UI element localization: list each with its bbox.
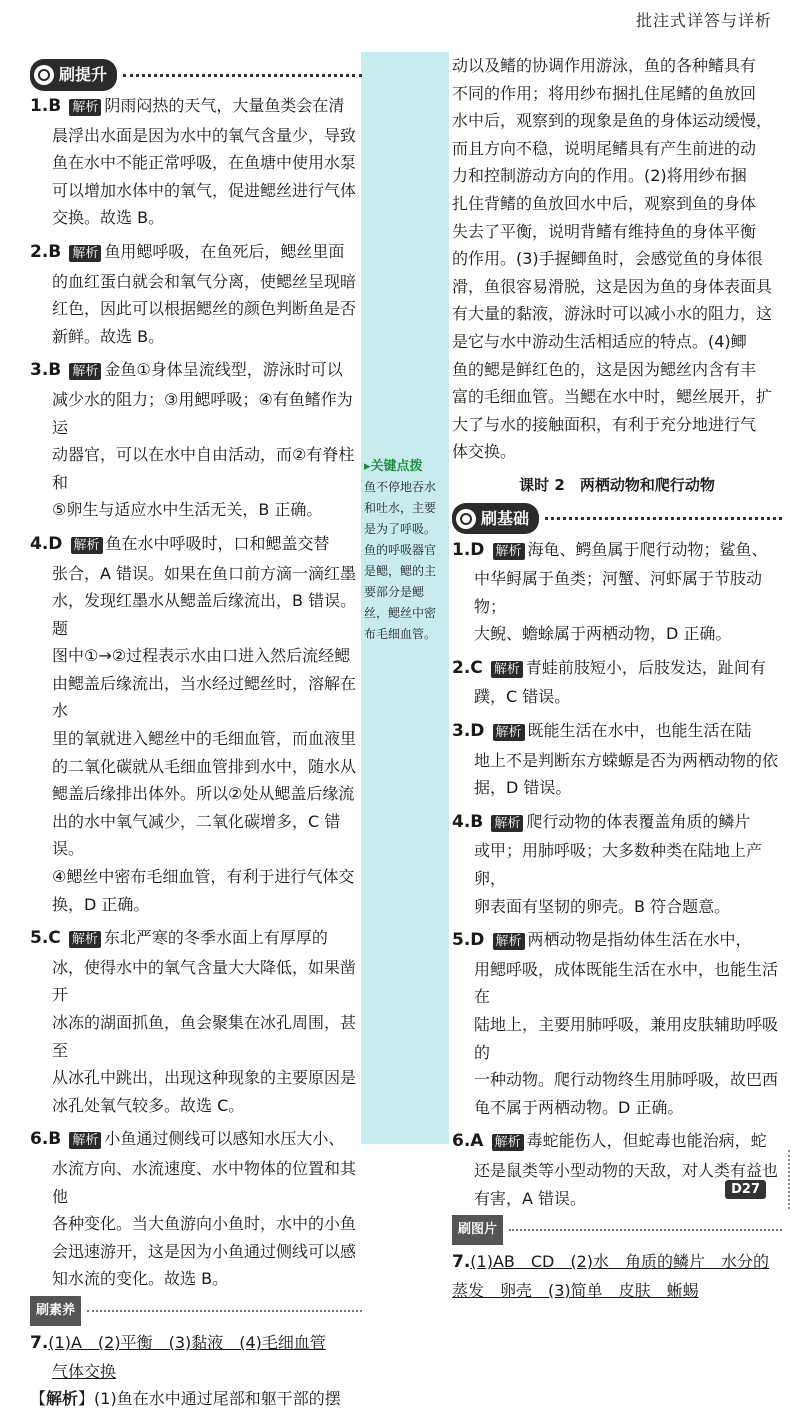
left-column	[30, 60, 362, 1419]
analysis-line: 会迅速游开，这是因为小鱼通过侧线可以感	[52, 1241, 357, 1261]
analysis-tag: 解析	[491, 661, 523, 678]
analysis-line: 由鳃盖后缘流出，当水经过鳃丝时，溶解在水	[52, 673, 357, 721]
analysis-line: 海龟、鳄鱼属于爬行动物；鲨鱼、	[527, 539, 768, 559]
note-head: ▸关键点拨	[364, 459, 423, 474]
question-item	[452, 654, 782, 711]
question-item	[452, 1127, 782, 1212]
question-number: 7.	[452, 1252, 471, 1273]
analysis-line: ⑤卵生与适应水中生活无关，B 正确。	[52, 500, 323, 520]
analysis-line: 红色，因此可以根据鳃丝的颜色判断鱼是否	[52, 299, 357, 319]
analysis-tag: 解析	[69, 931, 101, 948]
question-number: 3.	[452, 721, 471, 742]
analysis-line: 卵表面有坚韧的卵壳。B 符合题意。	[474, 896, 731, 916]
edge-dots	[788, 1150, 792, 1209]
answer-letter: B	[48, 1129, 62, 1150]
analysis-line: 张合，A 错误。如果在鱼口前方滴一滴红墨	[52, 563, 357, 583]
analysis-line: 富的毛细血管。当鳃在水中时，鳃丝展开，扩	[452, 387, 773, 407]
analysis-tag: 解析	[491, 815, 523, 832]
note-line: 鱼不停地吞水	[364, 480, 437, 494]
analysis-line: 蹼，C 错误。	[474, 687, 571, 707]
analysis-line: 体交换。	[452, 442, 517, 462]
lesson-title: 课时 2 两栖动物和爬行动物	[519, 475, 715, 494]
analysis-line: 里的氧就进入鳃丝中的毛细血管，而血液里	[52, 729, 357, 749]
analysis-line: 力和控制游动方向的作用。(2)将用纱布捆	[452, 166, 747, 186]
analysis-tag: 解析	[69, 99, 101, 116]
answer-letter: D	[470, 539, 485, 560]
analysis-line: 水流方向、水流速度、水中物体的位置和其他	[52, 1158, 357, 1206]
analysis-line: 冰孔处氧气较多。故选 C。	[52, 1095, 245, 1115]
analysis-line: 大鲵、蟾蜍属于两栖动物，D 正确。	[474, 624, 732, 644]
question-item	[30, 92, 362, 232]
analysis-line: 动器官，可以在水中自由活动，而②有脊柱和	[52, 445, 355, 492]
answer-letter: C	[470, 657, 483, 678]
analysis-line: 扎住背鳍的鱼放回水中后，观察到鱼的身体	[452, 193, 757, 213]
analysis-line: 阴雨闷热的天气，大量鱼类会在清	[104, 96, 345, 115]
analysis-line: 冰冻的湖面抓鱼，鱼会聚集在冰孔周围，甚至	[52, 1013, 357, 1060]
answer-line: 气体交换	[52, 1361, 117, 1381]
question-item	[452, 808, 782, 920]
analysis-tag: 解析	[69, 363, 101, 380]
note-line: 鱼的呼吸器官	[364, 543, 437, 557]
analysis-line: 龟不属于两栖动物。D 正确。	[474, 1097, 684, 1117]
analysis-line: 一种动物。爬行动物终生用肺呼吸，故巴西	[474, 1070, 779, 1090]
question-number: 1.	[452, 539, 471, 560]
question-item	[30, 530, 362, 918]
analysis-line: 而且方向不稳，说明尾鳍具有产生前进的动	[452, 138, 757, 158]
question-number: 5.	[452, 930, 471, 951]
analysis-line: 换，D 正确。	[52, 894, 150, 914]
question-item	[30, 1125, 362, 1293]
note-line: 布毛细血管。	[364, 627, 437, 641]
answer-line: (1)AB CD (2)水 角质的鳞片 水分的	[470, 1252, 770, 1272]
analysis-line: 或甲；用肺呼吸；大多数种类在陆地上产卵，	[474, 841, 763, 889]
analysis-line: 东北严寒的冬季水面上有厚厚的	[103, 928, 328, 948]
ball-icon	[456, 509, 476, 529]
analysis-line: ④鳃丝中密布毛细血管，有利于进行气体交	[52, 867, 355, 887]
analysis-line: 图中①→②过程表示水由口进入然后流经鳃	[52, 646, 351, 666]
analysis-line: 新鲜。故选 B。	[52, 326, 165, 346]
analysis-line: 小鱼通过侧线可以感知水压大小、	[104, 1129, 345, 1149]
dotted-divider	[123, 74, 362, 77]
analysis-line: 陆地上，主要用肺呼吸，兼用皮肤辅助呼吸的	[474, 1015, 779, 1062]
question-number: 5.	[30, 928, 49, 949]
dotted-divider	[87, 1310, 362, 1312]
analysis-tag: 解析	[493, 933, 525, 950]
analysis-line: 的血红蛋白就会和氧气分离，使鳃丝呈现暗	[52, 271, 357, 291]
analysis-line: 用鳃呼吸，成体既能生活在水中，也能生活在	[474, 959, 779, 1007]
question-item	[30, 356, 362, 524]
left-items	[30, 92, 362, 1293]
analysis-line: 既能生活在水中，也能生活在陆	[527, 721, 752, 741]
note-line: 是鳃，鳃的主	[364, 564, 437, 578]
note-line: 是为了呼吸。	[364, 522, 437, 536]
question-item	[452, 717, 782, 802]
analysis-line: 金鱼①身体呈流线型，游泳时可以	[104, 360, 343, 380]
answer-letter: B	[470, 811, 484, 832]
analysis-line: 鳃盖后缘排出体外。所以②处从鳃盖后缘流	[52, 784, 355, 804]
analysis-line: 各种变化。当大鱼游向小鱼时，水中的小鱼	[52, 1214, 357, 1234]
question-item	[452, 536, 782, 648]
analysis-line: 青蛙前肢短小，后肢发达，趾间有	[525, 657, 766, 677]
analysis-line: 动以及鳍的协调作用游泳，鱼的各种鳍具有	[452, 56, 757, 75]
analysis-line: 鱼用鳃呼吸，在鱼死后，鳃丝里面	[104, 241, 345, 261]
sub-badge-suyang	[30, 1299, 362, 1323]
question-number: 2.	[30, 241, 49, 262]
analysis-tag: 解析	[493, 543, 525, 560]
analysis-line: 鱼在水中呼吸时，口和鳃盖交替	[105, 533, 330, 553]
question-7-left: 7.(1)A (2)平衡 (3)黏液 (4)毛细血管 气体交换 【解析】(1)鱼在水中通过尾部和躯干部的摆	[30, 1332, 341, 1409]
question-item	[452, 926, 782, 1121]
analysis-line: 爬行动物的体表覆盖角质的鳞片	[526, 811, 751, 831]
sub-label: 刷素养	[30, 1296, 81, 1326]
analysis-line: 水，发现红墨水从鳃盖后缘流出，B 错误。题	[52, 591, 357, 638]
analysis-line: 失去了平衡，说明背鳍有维持鱼的身体平衡	[452, 221, 757, 241]
analysis-line: 大了与水的接触面积，有利于充分地进行气	[452, 414, 757, 434]
analysis-tag: 解析	[46, 1389, 79, 1409]
answer-letter: A	[470, 1131, 484, 1152]
analysis-line: 鱼在水中不能正常呼吸，在鱼塘中使用水泵	[52, 153, 357, 173]
analysis-line: 地上不是判断东方蝾螈是否为两栖动物的依	[474, 750, 779, 770]
analysis-line: 有大量的黏液，游泳时可以减小水的阻力，这	[452, 304, 773, 324]
answer-letter: D	[470, 930, 485, 951]
sub-badge-tupian	[452, 1218, 782, 1242]
answer-line: (1)A (2)平衡 (3)黏液 (4)毛细血管	[48, 1332, 326, 1352]
section-label: 刷提升	[59, 65, 108, 85]
analysis-line: 冰，使得水中的氧气含量大大降低，如果凿开	[52, 957, 357, 1005]
analysis-tag: 解析	[492, 1134, 524, 1151]
analysis-tag: 解析	[493, 724, 525, 741]
analysis-line: 鱼的鳃是鲜红色的，这是因为鳃丝内含有丰	[452, 359, 757, 379]
section-label: 刷基础	[481, 508, 530, 528]
analysis-line: 据，D 错误。	[474, 778, 572, 798]
answer-letter: B	[48, 360, 62, 381]
analysis-tag: 解析	[69, 1132, 101, 1149]
note-line: 丝，鳃丝中密	[364, 606, 437, 620]
analysis-line: (1)鱼在水中通过尾部和躯干部的摆	[94, 1389, 341, 1409]
question-number: 2.	[452, 657, 471, 678]
answer-letter: D	[48, 533, 63, 554]
analysis-line: 毒蛇能伤人，但蛇毒也能治病，蛇	[526, 1131, 767, 1151]
analysis-line: 从冰孔中跳出，出现这种现象的主要原因是	[52, 1068, 357, 1088]
analysis-tag: 解析	[69, 245, 101, 262]
analysis-line: 交换。故选 B。	[52, 208, 165, 228]
question-number: 6.	[30, 1129, 49, 1150]
analysis-line: 两栖动物是指幼体生活在水中，	[527, 930, 752, 950]
analysis-line: 是它与水中游动生活相适应的特点。(4)鲫	[452, 331, 747, 351]
analysis-line: 中华鲟属于鱼类；河蟹、河虾属于节肢动物；	[474, 569, 763, 616]
question-7-right	[452, 1248, 782, 1304]
question-number: 3.	[30, 360, 49, 381]
header-title: 批注式详答与详析	[635, 11, 772, 30]
analysis-line: 出的水中氧气减少，二氧化碳增多，C 错误。	[52, 811, 341, 859]
note-line: 和吐水，主要	[364, 501, 437, 515]
page-number: D27	[725, 1180, 766, 1199]
section-badge-shuatisheng	[30, 60, 362, 90]
answer-line: 蒸发 卵壳 (3)简单 皮肤 蜥蜴	[452, 1280, 699, 1300]
dotted-divider	[509, 1229, 782, 1231]
analysis-line: 水中后，观察到的现象是鱼的身体运动缓慢，	[452, 111, 773, 131]
note-line: 要部分是鳃	[364, 585, 425, 599]
sub-label: 刷图片	[452, 1215, 503, 1245]
question-number: 6.	[452, 1131, 471, 1152]
question-item	[30, 924, 362, 1119]
ball-icon	[34, 65, 54, 85]
right-items	[452, 536, 782, 1213]
continued-analysis	[452, 52, 782, 466]
dotted-divider	[545, 517, 782, 520]
right-column	[452, 52, 782, 1310]
question-item	[30, 238, 362, 350]
analysis-tag: 解析	[71, 537, 103, 554]
question-number: 4.	[452, 811, 471, 832]
analysis-line: 可以增加水体中的氧气，促进鳃丝进行气体	[52, 180, 357, 200]
analysis-line: 有害，A 错误。	[474, 1188, 587, 1208]
key-point-note	[364, 456, 448, 645]
answer-letter: B	[48, 241, 62, 262]
analysis-line: 的作用。(3)手握鲫鱼时，会感觉鱼的身体很	[452, 249, 763, 269]
analysis-line: 减少水的阻力；③用鳃呼吸；④有鱼鳍作为运	[52, 389, 353, 437]
answer-letter: D	[470, 721, 485, 742]
analysis-line: 晨浮出水面是因为水中的氧气含量少，导致	[52, 125, 357, 145]
analysis-line: 知水流的变化。故选 B。	[52, 1269, 229, 1289]
analysis-line: 不同的作用；将用纱布捆扎住尾鳍的鱼放回	[452, 83, 757, 103]
section-badge-shuajichu	[452, 504, 782, 534]
analysis-line: 还是鼠类等小型动物的天敌，对人类有益也	[474, 1160, 779, 1180]
analysis-line: 的二氧化碳就从毛细血管排到水中，随水从	[52, 756, 357, 776]
question-number: 7.	[30, 1332, 49, 1353]
answer-letter: B	[48, 96, 62, 116]
analysis-line: 滑，鱼很容易滑脱，这是因为鱼的身体表面具	[452, 276, 773, 296]
question-number: 1.	[30, 96, 49, 116]
answer-letter: C	[48, 928, 61, 949]
question-number: 4.	[30, 533, 49, 554]
